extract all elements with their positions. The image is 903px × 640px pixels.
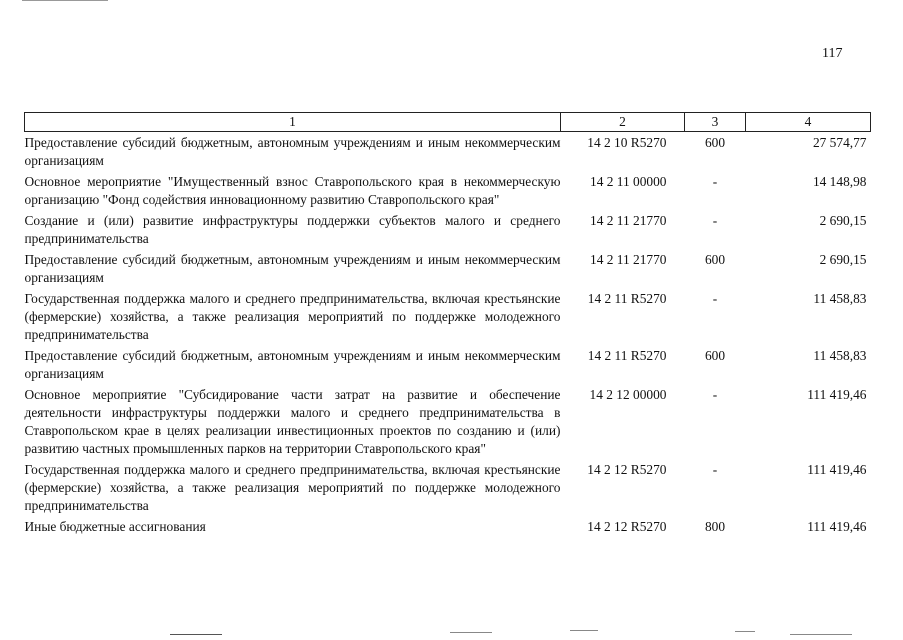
row-code: 14 2 12 00000 (589, 387, 667, 402)
table-row (25, 288, 871, 345)
row-amount: 111 419,46 (807, 462, 867, 477)
row-code: 14 2 11 R5270 (587, 291, 667, 306)
row-description: Предоставление субсидий бюджетным, автономным учреждениям и иным некоммерческим организациям (24, 135, 561, 168)
row-type: 600 (704, 252, 726, 267)
table-row (25, 171, 871, 210)
row-amount: 2 690,15 (819, 213, 867, 228)
row-type: 600 (704, 348, 726, 363)
scan-artifact-line (790, 634, 852, 635)
table-row (25, 384, 871, 459)
row-description: Государственная поддержка малого и среднего предпринимательства, включая крестьянские (фермерские) хозяйства, а также реализация мероприятий по поддержке молодежного предпринимательства (24, 291, 561, 342)
header-col-4: 4 (746, 113, 871, 132)
row-amount: 27 574,77 (812, 135, 867, 150)
row-description: Основное мероприятие "Имущественный взнос Ставропольского края в некоммерческую организацию "Фонд содействия инновационному развитию Ставропольского края" (24, 174, 561, 207)
budget-table (24, 112, 871, 537)
row-description: Иные бюджетные ассигнования (24, 519, 206, 534)
table-row (25, 516, 871, 537)
table-row (25, 249, 871, 288)
scan-edge-line (22, 0, 108, 1)
scan-artifact-line (570, 630, 598, 631)
row-type: - (712, 462, 718, 477)
row-type: 800 (704, 519, 726, 534)
table-row (25, 345, 871, 384)
table-row (25, 132, 871, 172)
table-row (25, 210, 871, 249)
row-amount: 111 419,46 (807, 519, 867, 534)
row-amount: 2 690,15 (819, 252, 867, 267)
table-row (25, 459, 871, 516)
scan-artifact-line (735, 631, 755, 632)
scan-artifact-line (450, 632, 492, 633)
row-description: Предоставление субсидий бюджетным, автономным учреждениям и иным некоммерческим организациям (24, 348, 561, 381)
row-amount: 11 458,83 (813, 291, 867, 306)
header-col-1: 1 (25, 113, 561, 132)
row-description: Создание и (или) развитие инфраструктуры поддержки субъектов малого и среднего предпринимательства (24, 213, 561, 246)
row-type: 600 (704, 135, 726, 150)
row-code: 14 2 12 R5270 (587, 519, 667, 534)
row-code: 14 2 10 R5270 (587, 135, 667, 150)
header-col-3: 3 (685, 113, 746, 132)
row-code: 14 2 12 R5270 (587, 462, 667, 477)
row-type: - (712, 291, 718, 306)
row-code: 14 2 11 R5270 (587, 348, 667, 363)
header-row (25, 113, 871, 132)
row-code: 14 2 11 00000 (590, 174, 667, 189)
row-type: - (712, 174, 718, 189)
row-description: Основное мероприятие "Субсидирование части затрат на развитие и обеспечение деятельности инфраструктуры поддержки малого и среднего предпринимательства в Ставропольском крае в целях реализации инвестиционных проектов по созданию и (или) развитию частных промышленных парков на территории Ставропольского края" (24, 387, 561, 456)
header-col-2: 2 (561, 113, 685, 132)
scan-artifact-line (170, 634, 222, 635)
row-description: Государственная поддержка малого и среднего предпринимательства, включая крестьянские (фермерские) хозяйства, а также реализация мероприятий по поддержке молодежного предпринимательства (24, 462, 561, 513)
row-code: 14 2 11 21770 (590, 213, 667, 228)
row-amount: 11 458,83 (813, 348, 867, 363)
row-amount: 14 148,98 (812, 174, 867, 189)
row-description: Предоставление субсидий бюджетным, автономным учреждениям и иным некоммерческим организациям (24, 252, 561, 285)
row-code: 14 2 11 21770 (590, 252, 667, 267)
row-amount: 111 419,46 (807, 387, 867, 402)
row-type: - (712, 387, 718, 402)
page-number: 117 (822, 46, 843, 61)
row-type: - (712, 213, 718, 228)
